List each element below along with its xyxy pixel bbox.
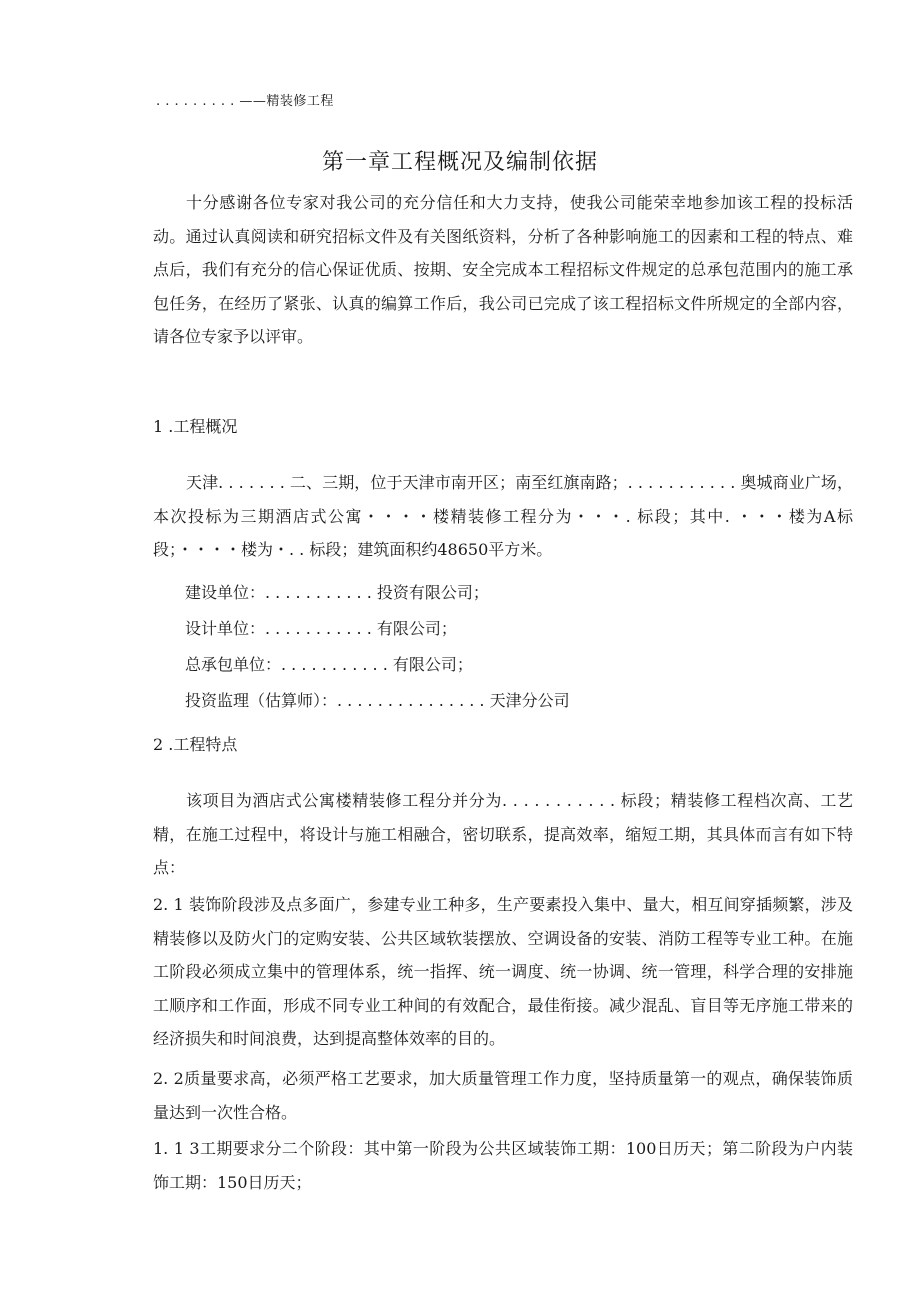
unit-design: 设计单位：. . . . . . . . . . . 有限公司； (185, 619, 457, 638)
section-1-heading: 1 .工程概况 (153, 417, 238, 436)
point-2-2: 2. 2质量要求高，必须严格工艺要求，加大质量管理工作力度，坚持质量第一的观点，确保装饰质量达到一次性合格。 (153, 1069, 853, 1122)
unit-construction: 建设单位：. . . . . . . . . . . 投资有限公司； (185, 583, 489, 602)
point-2-1: 2. 1 装饰阶段涉及点多面广，参建专业工种多，生产要素投入集中、量大，相互间穿插频繁，涉及精装修以及防火门的定购安装、公共区域软装摆放、空调设备的安装、消防工程等专业工种。在施工阶段必须成立集中的管理体系，统一指挥、统一调度、统一协调、统一管理，科学合理的安排施工顺序和工作面，形成不同专业工种间的有效配合，最佳衔接。减少混乱、盲目等无序施工带来的经济损失和时间浪费，达到提高整体效率的目的。 (153, 895, 853, 1048)
point-1-1: 1. 1 3工期要求分二个阶段：其中第一阶段为公共区域装饰工期：100日历天；第二阶段为户内装饰工期：150日历天； (153, 1139, 853, 1192)
unit-investment-supervision: 投资监理（估算师）：. . . . . . . . . . . . . . . 天津分公司 (185, 691, 570, 710)
intro-paragraph: 十分感谢各位专家对我公司的充分信任和大力支持，使我公司能荣幸地参加该工程的投标活动。通过认真阅读和研究招标文件及有关图纸资料，分析了各种影响施工的因素和工程的特点、难点后，我们有充分的信心保证优质、按期、安全完成本工程招标文件规定的总承包范围内的施工承包任务，在经历了紧张、认真的编算工作后，我公司已完成了该工程招标文件所规定的全部内容，请各位专家予以评审。 (153, 193, 853, 346)
unit-general-contractor: 总承包单位：. . . . . . . . . . . 有限公司； (185, 655, 473, 674)
section-2-intro: 该项目为酒店式公寓楼精装修工程分并分为. . . . . . . . . . . 标段；精装修工程档次高、工艺精，在施工过程中，将设计与施工相融合，密切联系，提高效率，缩短工期，其具体而言有如下特点： (153, 791, 853, 877)
section-2-heading: 2 .工程特点 (153, 735, 238, 754)
overview-paragraph: 天津. . . . . . . 二、三期，位于天津市南开区；南至红旗南路；. . . . . . . . . . . 奥城商业广场，本次投标为三期酒店式公寓・・・・楼精装修工程分为・・・. 标段；其中. ・・・楼为A标段；・・・・楼为・. . 标段；建筑面积约48650平方米。 (153, 473, 853, 559)
page-header: . . . . . . . . . ——精装修工程 (156, 94, 334, 109)
chapter-title: 第一章工程概况及编制依据 (321, 150, 598, 175)
